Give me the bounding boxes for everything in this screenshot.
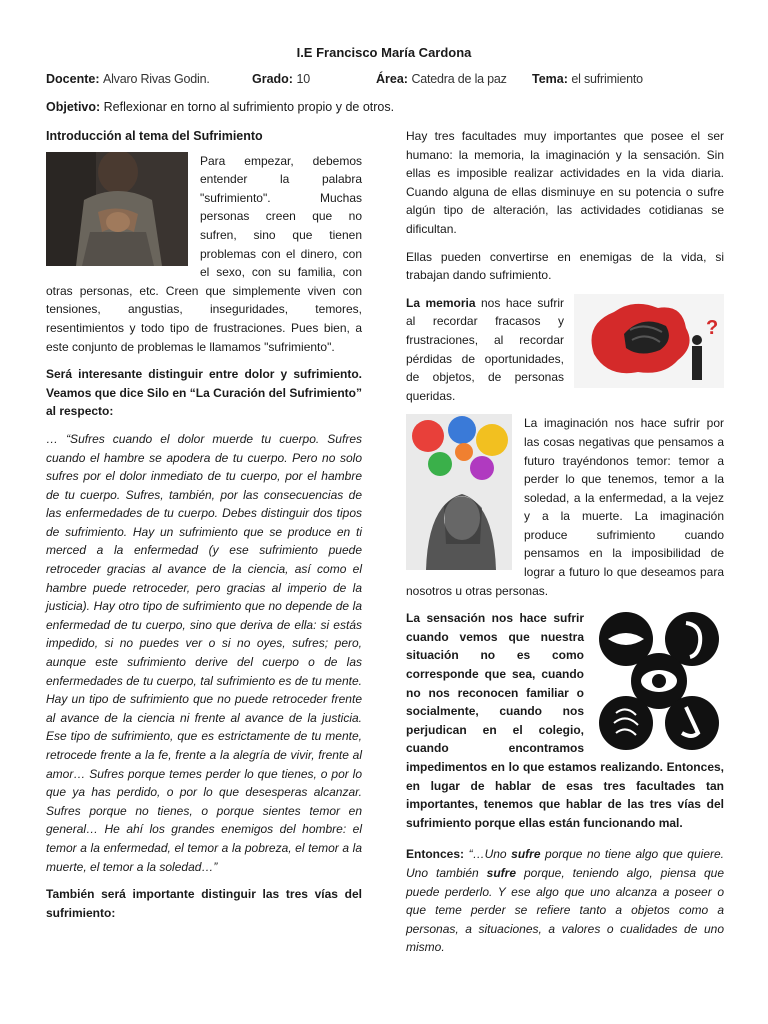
imagination-girl-illustration — [406, 414, 512, 570]
school-title: I.E Francisco María Cardona — [296, 45, 472, 60]
final-quote: Entonces: “…Uno sufre porque no tiene algo que quiere. Uno también sufre porque, teniendo algo, piensa que puede perderlo. Y ese algo que uno alcanza a poseer o que teme perder se refiere tanto a objetos como a personas, a situaciones, a valores o cualidades de uno mismo. — [406, 847, 724, 955]
objective-text: Reflexionar en torno al sufrimiento propio y de otros. — [103, 100, 395, 114]
right-column — [406, 127, 724, 966]
memory-paragraph: La memoria nos hace sufrir al recordar fracasos y frustraciones, al recordar pérdidas de oportunidades, de objetos, de personas queridas. — [406, 295, 564, 403]
senses-illustration — [594, 609, 724, 751]
grade-value: 10 — [296, 72, 310, 86]
objective-line: Objetivo: Reflexionar en torno al sufrimiento propio y de otros. — [46, 100, 395, 114]
imagination-paragraph: La imaginación nos hace sufrir por las cosas negativas que pensamos a futuro trayéndonos temor: temor a perder lo que tenemos, temor a la soledad, a la enfermedad, a la vejez y a la muerte. La imaginación produce sufrimiento cuando pensamos en la imposibilidad de lograr a futuro lo que deseamos para nosotros u otras personas. — [406, 416, 724, 598]
three-ways-heading: También será importante distinguir las tres vías del sufrimiento: — [46, 887, 362, 920]
intro-heading: Introducción al tema del Sufrimiento — [46, 129, 263, 143]
teacher-info: Docente: Alvaro Rivas Godin. — [46, 72, 210, 86]
topic-info: Tema: el sufrimiento — [532, 72, 643, 86]
enemies-paragraph: Ellas pueden convertirse en enemigas de la vida, si trabajan dando sufrimiento. — [406, 249, 724, 283]
teacher-name: Alvaro Rivas Godin. — [102, 72, 210, 86]
faculties-paragraph: Hay tres facultades muy importantes que posee el ser humano: la memoria, la imaginación y la sensación. Sin ellas es imposible realizar actividades en la vida diaria. Cuando alguna de ellas disminuye en su potencia o sufre algún tipo de alteración, las actividades cotidianas se dificultan. — [406, 129, 724, 236]
silo-quote: … “Sufres cuando el dolor muerde tu cuerpo. Sufres cuando el hambre se apodera de tu cuerpo. Pero no solo sufres por el dolor inmediato de tu cuerpo, por el hambre de tu cuerpo. Sufres, también, por las consecuencias de las enfermedades de tu cuerpo. Debes distinguir dos tipos de sufrimiento. Hay un sufrimiento que se produce en ti merced a la enfermedad (y ese sufrimiento puede retroceder gracias al avance de la ciencia, así como el hambre puede retroceder, pero gracias al imperio de la justicia). Hay otro tipo de sufrimiento que no depende de la enfermedad de tu cuerpo, sino que deriva de ella: si estás impedido, si no puedes ver o si no oyes, sufres; pero, aunque este sufrimiento derive del cuerpo o de las enfermedades de tu cuerpo, tal sufrimiento es de tu mente. Hay un tipo de sufrimiento que no puede retroceder frente al avance de la ciencia ni frente al avance de la justicia. Ese tipo de sufrimiento, que es estrictamente de tu mente, retrocede frente a la fe, frente a la alegría de vivir, frente al amor… Sufres porque temes perder lo que tienes, o por lo que ya has perdido, o por lo que desesperas alcanzar. Sufres porque no tienes, o porque sientes temor en general… He ahí los grandes enemigos del hombre: el temor a la enfermedad, el temor a la pobreza, el temor a la muerte, el temor a la soledad…” — [46, 431, 362, 874]
svg-text:?: ? — [706, 316, 719, 339]
sensation-paragraph: La sensación nos hace sufrir cuando vemos que nuestra situación no es como corresponde que sea, cuando no nos reconocen familiar o socialmente, cuando nos perjudican en el colegio, cuando encontramos impedimentos en lo que estamos realizando. Entonces, en lugar de hablar de esas tres facultades tan importantes, tenemos que hablar de las tres vías del sufrimiento porque ellas están funcionando mal. — [406, 611, 724, 830]
left-column — [46, 127, 362, 931]
brain-memory-illustration — [574, 294, 724, 388]
sad-person-illustration — [46, 152, 188, 266]
area-info: Área: Catedra de la paz — [376, 72, 507, 86]
grade-info: Grado: 10 — [252, 72, 310, 86]
distinguish-paragraph: Será interesante distinguir entre dolor y sufrimiento. Veamos que dice Silo en “La Curación del Sufrimiento” al respecto: — [46, 367, 362, 419]
intro-paragraph: Para empezar, debemos entender la palabra "sufrimiento". Muchas personas creen que no sufren, sino que tienen problemas con el dinero, con el sexo, con su familia, con otras personas, etc. Creen que simplemente viven con tensiones, angustias, inseguridades, temores, resentimientos y todo tipo de frustraciones. Pues bien, a este conjunto de problemas le llamamos "sufrimiento". — [46, 153, 362, 354]
topic-value: el sufrimiento — [571, 72, 643, 86]
area-value: Catedra de la paz — [411, 72, 507, 86]
